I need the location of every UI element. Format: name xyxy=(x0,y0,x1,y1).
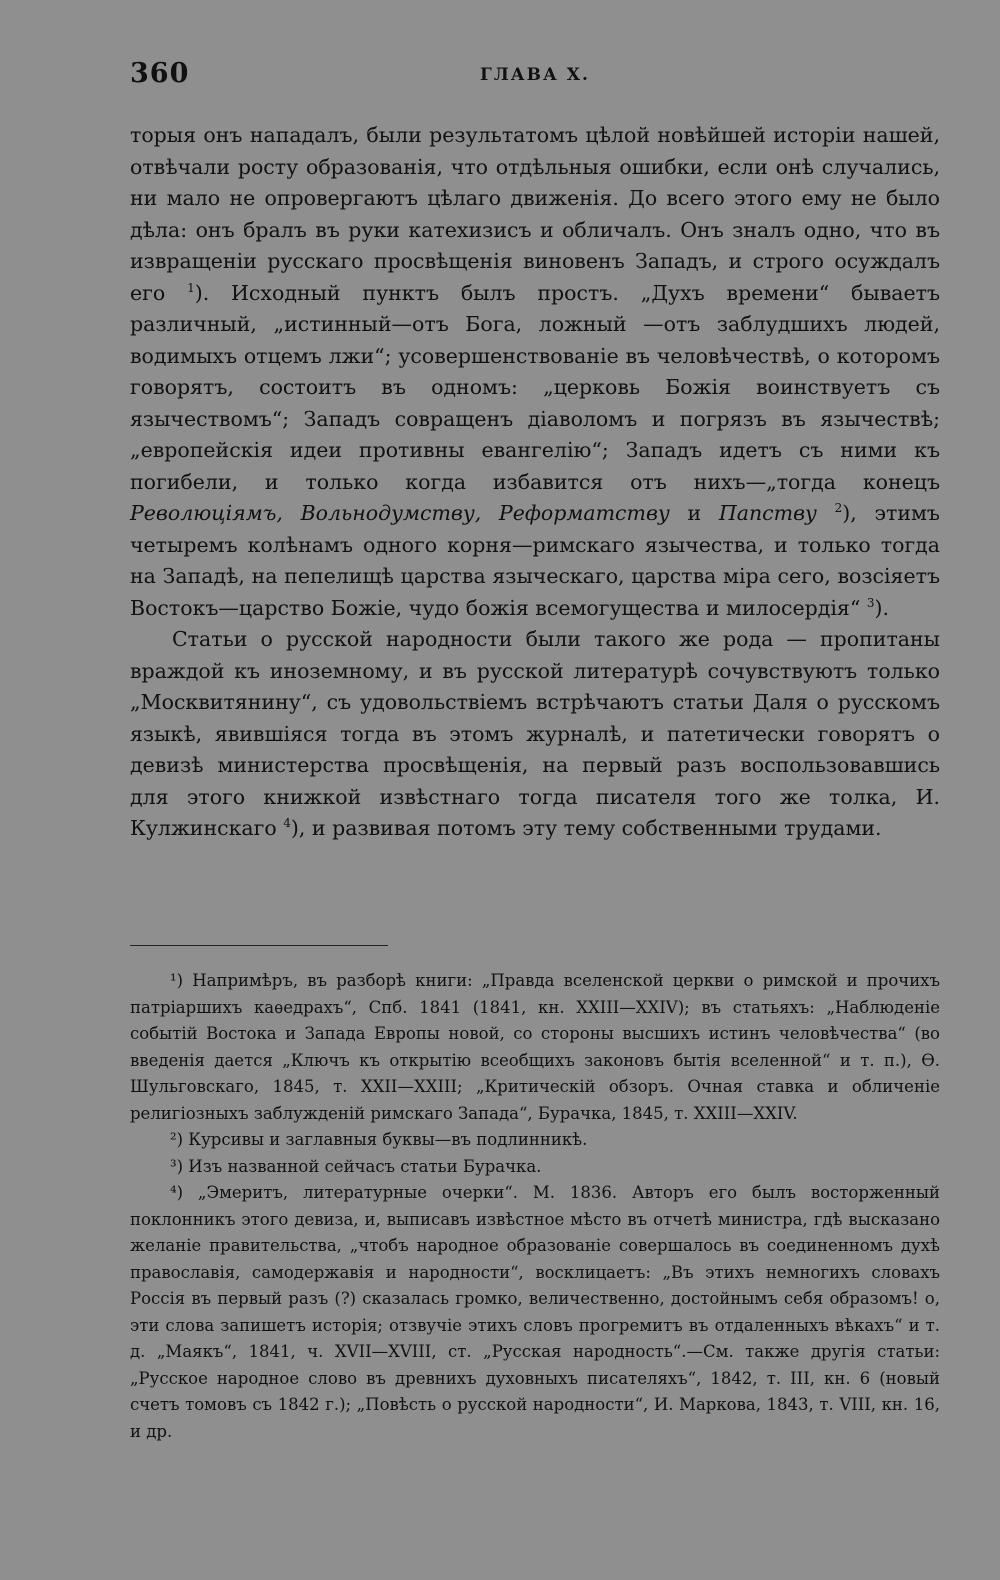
page-number: 360 xyxy=(130,58,190,89)
footnote-ref-4[interactable]: 4 xyxy=(283,816,291,831)
paragraph-2 xyxy=(130,624,940,845)
conjunction: и xyxy=(687,501,702,525)
paragraph-1 xyxy=(130,120,940,624)
paragraph-1-text-d: ). xyxy=(874,595,890,620)
paragraph-1-text-a: торыя онъ нападалъ, были результатомъ цѣлой новѣйшей исторіи нашей, отвѣчали росту образованія, что отдѣльныя ошибки, если онѣ случались, ни мало не опровергаютъ цѣлаго движенія. До всего этого ему не было дѣла: онъ бралъ въ руки катехизисъ и обличалъ. Онъ зналъ одно, что въ извращеніи русскаго просвѣщенія виновенъ Западъ, и строго осуждалъ его xyxy=(130,123,940,305)
footnote-2 xyxy=(130,1127,940,1154)
footnote-4 xyxy=(130,1180,940,1445)
footnote-mark: ⁴ xyxy=(170,1183,177,1202)
footnote-mark: ³ xyxy=(170,1156,177,1176)
footnote-text: ) Курсивы и заглавныя буквы—въ подлинникѣ. xyxy=(176,1130,588,1149)
footnote-mark: ² xyxy=(170,1130,177,1149)
footnote-text: ) Изъ названной сейчасъ статьи Бурачка. xyxy=(176,1156,542,1176)
footnotes xyxy=(130,968,940,1445)
main-text xyxy=(130,120,940,845)
paragraph-1-text-c: ), этимъ четыремъ колѣнамъ одного корня—римскаго язычества, и только тогда на Западѣ, на пепелищѣ царства языческаго, царства міра сего, возсіяетъ Востокъ—царство Божіе, чудо божія всемогущества и милосердія“ xyxy=(130,501,940,620)
paragraph-2-text-b: ), и развивая потомъ эту тему собственными трудами. xyxy=(290,816,882,840)
italic-phrase-2: Папству xyxy=(718,501,817,525)
footnote-ref-3[interactable]: 3 xyxy=(866,595,875,610)
footnote-3 xyxy=(130,1154,940,1181)
footnote-ref-2[interactable]: 2 xyxy=(834,501,843,516)
footnote-ref-1[interactable]: 1 xyxy=(187,280,195,295)
page-header xyxy=(130,58,940,98)
footnote-divider xyxy=(130,945,388,946)
italic-phrase: Революціямъ, Вольнодумству, Реформатству xyxy=(130,501,670,525)
footnote-text: ) „Эмеритъ, литературные очерки“. М. 1836. Авторъ его былъ восторженный поклонникъ этого девиза, и, выписавъ извѣстное мѣсто въ отчетѣ министра, гдѣ высказано желаніе правительства, „чтобъ народное образованіе совершалось въ соединенномъ духѣ православія, самодержавія и народности“, восклицаетъ: „Въ этихъ немногихъ словахъ Россія въ первый разъ (?) сказалась громко, величественно, достойнымъ себя образомъ! о, эти слова запишетъ исторія; отзвучіе этихъ словъ прогремитъ въ отдаленныхъ вѣкахъ“ и т. д. „Маякъ“, 1841, ч. XVII—XVIII, ст. „Русская народность“.—См. также другія статьи: „Русское народное слово въ древнихъ духовныхъ писателяхъ“, 1842, т. III, кн. 6 (новый счетъ томовъ съ 1842 г.); „Повѣсть о русской народности“, И. Маркова, 1843, т. VIII, кн. 16, и др. xyxy=(130,1183,940,1441)
footnote-text: ) Напримѣръ, въ разборѣ книги: „Правда вселенской церкви о римской и прочихъ патріаршихъ каѳедрахъ“, Спб. 1841 (1841, кн. XXIII—XXIV); въ статьяхъ: „Наблюденіе событій Востока и Запада Европы новой, со стороны высшихъ истинъ человѣчества“ (во введенія дается „Ключъ къ открытію всеобщихъ законовъ бытія вселенной“ и т. п.), Ѳ. Шульговскаго, 1845, т. XXII—XXIII; „Критическій обзоръ. Очная ставка и обличеніе религіозныхъ заблужденій римскаго Запада“, Бурачка, 1845, т. XXIII—XXIV. xyxy=(130,971,940,1123)
running-head: ГЛАВА X. xyxy=(480,65,590,85)
footnote-mark: ¹ xyxy=(170,971,177,990)
footnote-1 xyxy=(130,968,940,1127)
paragraph-1-text-b: ). Исходный пунктъ былъ простъ. „Духъ времени“ бываетъ различный, „истинный—отъ Бога, ложный —отъ заблудшихъ людей, водимыхъ отцемъ лжи“; усовершенствованіе въ человѣчествѣ, о которомъ говорятъ, состоитъ въ одномъ: „церковь Божія воинствуетъ съ язычествомъ“; Западъ совращенъ діаволомъ и погрязъ въ язычествѣ; „европейскія идеи противны евангелію“; Западъ идетъ съ ними къ погибели, и только когда избавится отъ нихъ—„тогда конецъ xyxy=(130,280,940,494)
paragraph-2-text-a: Статьи о русской народности были такого же рода — пропитаны враждой къ иноземному, и въ русской литературѣ сочувствуютъ только „Москвитянину“, съ удовольствіемъ встрѣчаютъ статьи Даля о русскомъ языкѣ, явившіяся тогда въ этомъ журналѣ, и патетически говорятъ о девизѣ министерства просвѣщенія, на первый разъ воспользовавшись для этого книжкой извѣстнаго тогда писателя того же толка, И. Кулжинскаго xyxy=(130,627,940,840)
